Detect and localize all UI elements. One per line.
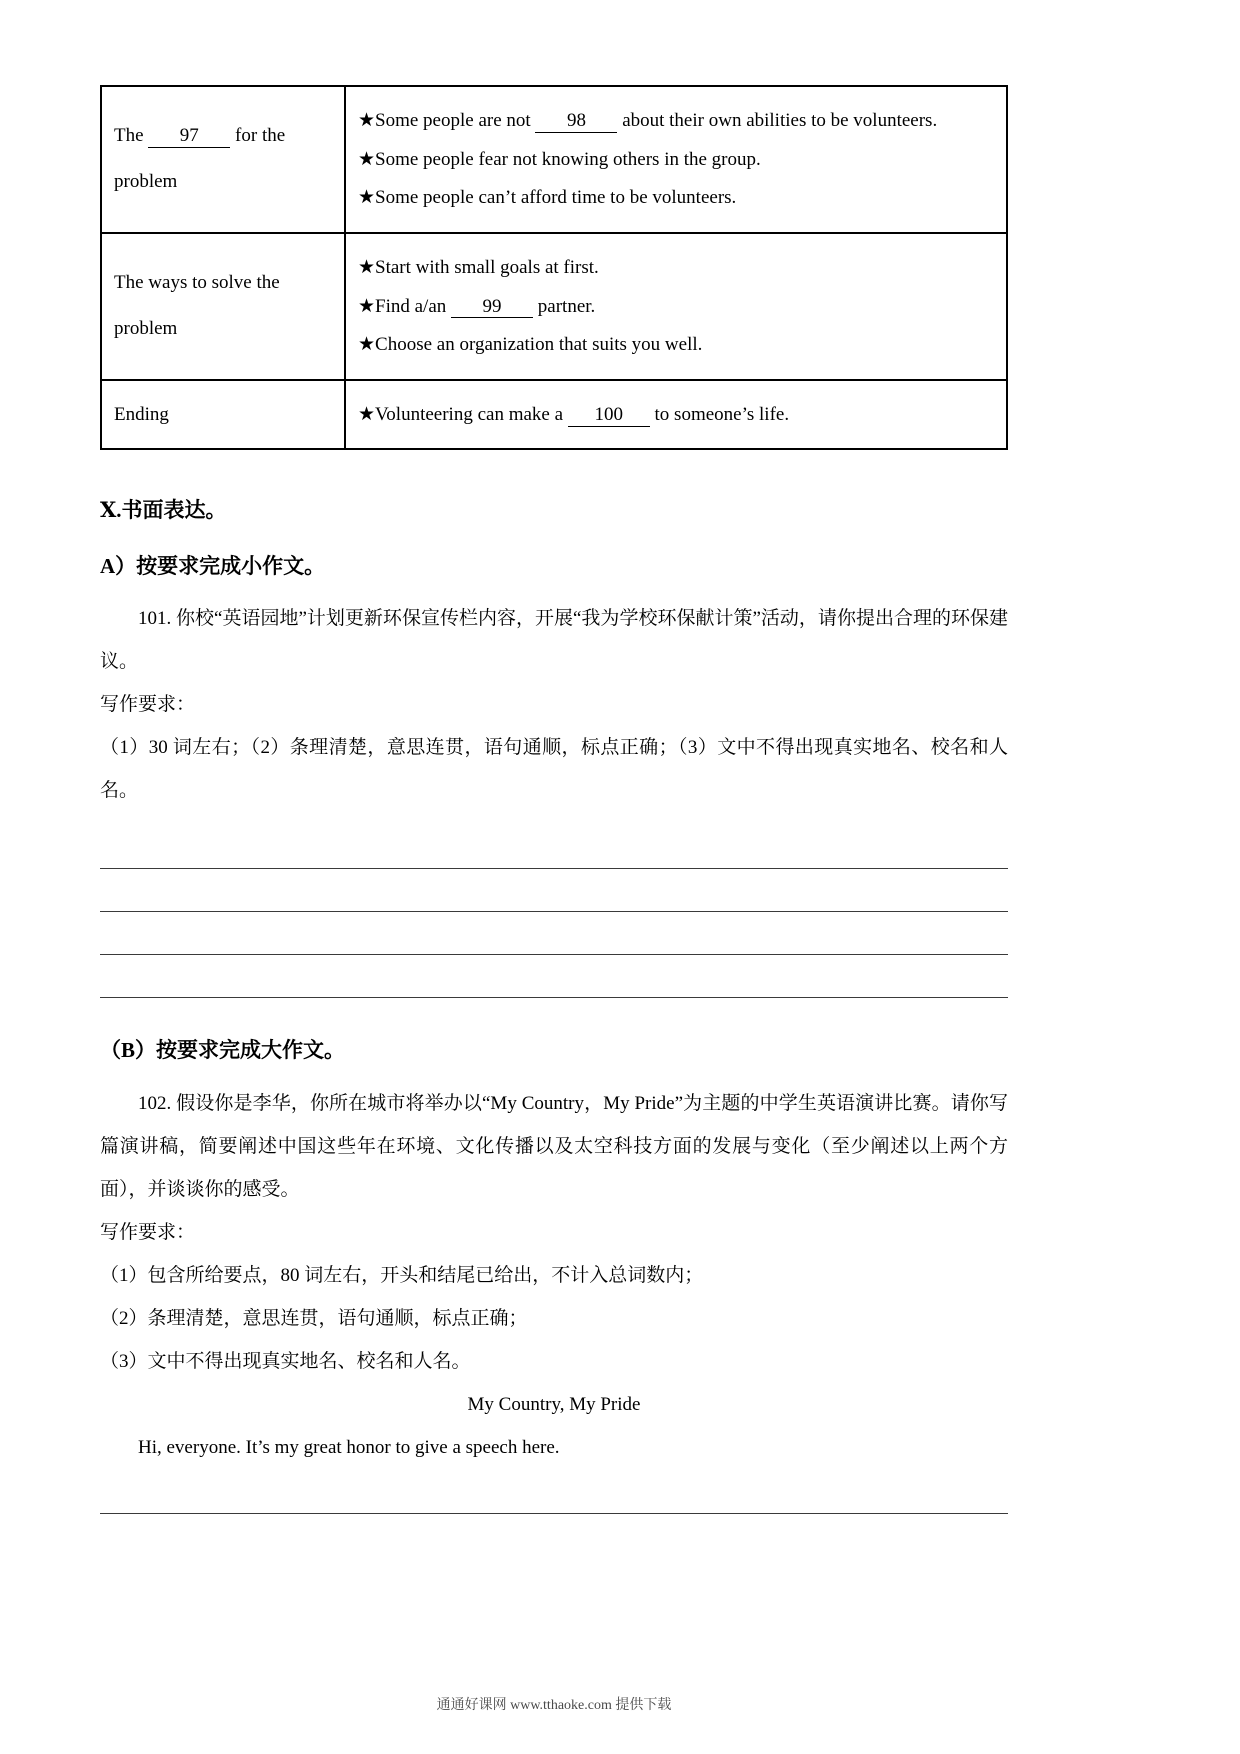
blank-100: 100 <box>568 405 650 427</box>
writing-line <box>100 826 1008 869</box>
requirements-label-a: 写作要求： <box>100 694 196 716</box>
bullet-item <box>358 402 994 428</box>
bullet-text: partner. <box>533 295 596 317</box>
bullet-text: ★Volunteering can make a <box>358 403 568 425</box>
cell-text: The ways to solve the problem <box>114 272 280 340</box>
section-heading-x: Ⅹ.书面表达。 <box>100 498 227 523</box>
cell-text: for the problem <box>114 125 286 193</box>
table-row-ending <box>101 380 1007 450</box>
bullet-text: ★Find a/an <box>358 295 452 317</box>
writing-line <box>100 912 1008 955</box>
cell-ending-items <box>345 380 1007 450</box>
writing-line <box>100 955 1008 998</box>
essay-opening: Hi, everyone. It’s my great honor to give a speech here. <box>138 1436 560 1458</box>
table-row-solutions <box>101 233 1007 380</box>
bullet-item <box>358 147 994 173</box>
bullet-text: ★Choose an organization that suits you well. <box>358 334 703 356</box>
section-heading-b: （B）按要求完成大作文。 <box>100 1038 346 1063</box>
bullet-item <box>358 255 994 281</box>
prompt-102: 102. 假设你是李华，你所在城市将举办以“My Country，My Pride”为主题的中学生英语演讲比赛。请你写篇演讲稿，简要阐述中国这些年在环境、文化传播以及太空科技方面的发展与变化（至少阐述以上两个方面），并谈谈你的感受。 <box>100 1092 1008 1200</box>
bullet-text: about their own abilities to be volunteers. <box>617 110 938 131</box>
cell-solutions-label <box>101 233 345 380</box>
bullet-item <box>358 108 994 134</box>
section-heading-a: A）按要求完成小作文。 <box>100 553 326 578</box>
requirements-a: （1）30 词左右；（2）条理清楚，意思连贯，语句通顺，标点正确；（3）文中不得出现真实地名、校名和人名。 <box>100 737 1008 802</box>
cell-text: Ending <box>114 403 169 425</box>
cell-solutions-items <box>345 233 1007 380</box>
bullet-item <box>358 185 994 211</box>
bullet-item <box>358 332 994 358</box>
blank-98: 98 <box>535 111 617 133</box>
bullet-text: ★Some people can’t afford time to be volunteers. <box>358 187 737 209</box>
page-content <box>100 85 1008 1514</box>
bullet-text: ★Some people fear not knowing others in the group. <box>358 148 761 170</box>
cell-reasons-label <box>101 86 345 233</box>
requirement-b1: （1）包含所给要点，80 词左右，开头和结尾已给出，不计入总词数内； <box>100 1264 704 1286</box>
cell-reasons-items <box>345 86 1007 233</box>
writing-line <box>100 869 1008 912</box>
table-row-reasons <box>101 86 1007 233</box>
requirements-label-b: 写作要求： <box>100 1221 196 1243</box>
prompt-101: 101. 你校“英语园地”计划更新环保宣传栏内容，开展“我为学校环保献计策”活动，请你提出合理的环保建议。 <box>100 608 1008 673</box>
bullet-text: ★Some people are not <box>358 110 536 131</box>
bullet-item <box>358 294 994 320</box>
cell-ending-label <box>101 380 345 450</box>
bullet-text: to someone’s life. <box>649 403 790 425</box>
cell-text: The <box>114 125 149 147</box>
bullet-text: ★Start with small goals at first. <box>358 256 599 278</box>
summary-table <box>100 85 1008 450</box>
requirement-b2: （2）条理清楚，意思连贯，语句通顺，标点正确； <box>100 1307 528 1329</box>
page-footer: 通通好课网 www.tthaoke.com 提供下载 <box>436 1698 672 1713</box>
writing-lines-small-essay <box>100 826 1008 998</box>
essay-title: My Country, My Pride <box>467 1393 641 1415</box>
writing-line <box>100 1471 1008 1514</box>
requirement-b3: （3）文中不得出现真实地名、校名和人名。 <box>100 1350 471 1372</box>
blank-97: 97 <box>148 126 230 148</box>
blank-99: 99 <box>451 297 533 319</box>
